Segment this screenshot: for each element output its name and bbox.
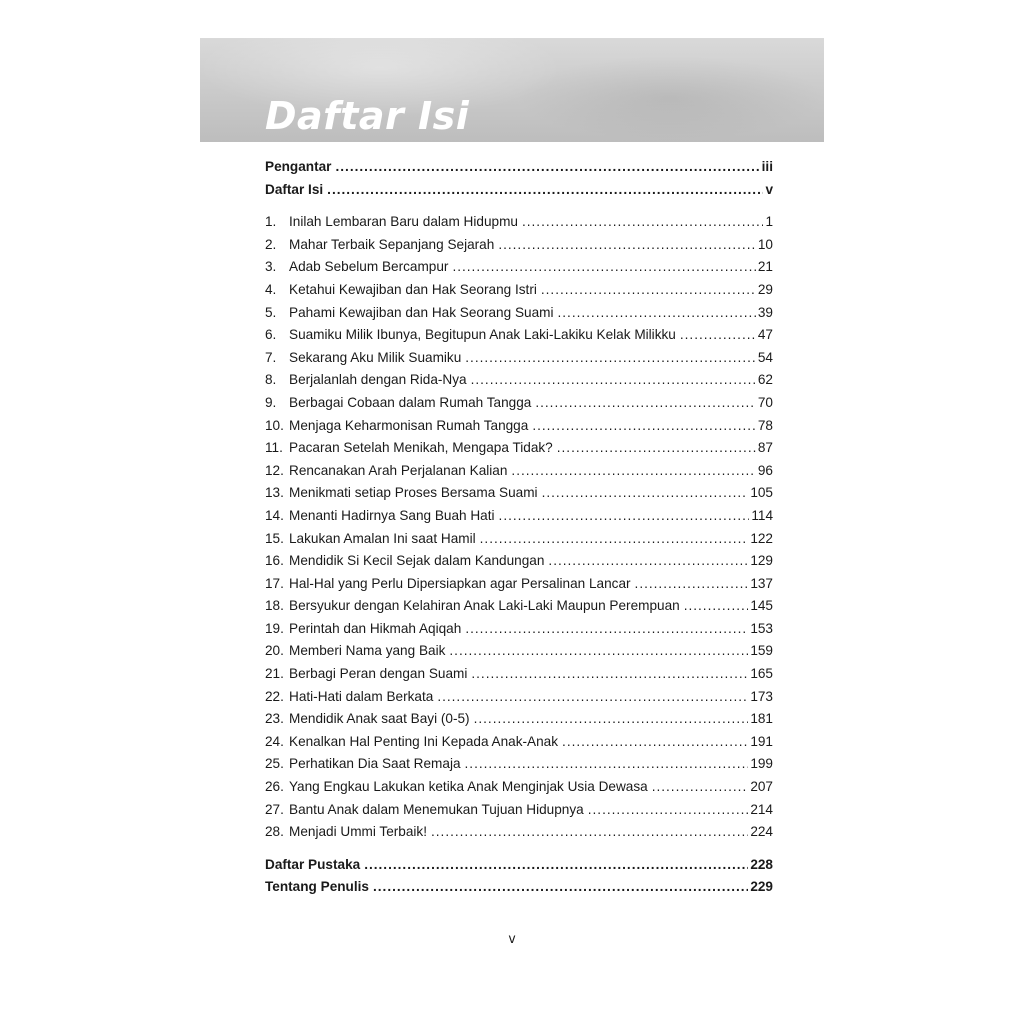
chapter-page: 70: [757, 394, 773, 410]
chapter-number: 4.: [265, 281, 277, 297]
chapter-number: 28.: [265, 824, 284, 840]
toc-chapter-entry: [265, 482, 773, 505]
toc-entry-page: 228: [750, 856, 773, 872]
toc-entry-title: Tentang Penulis: [265, 879, 369, 895]
toc-entry-title: Daftar Isi: [265, 181, 324, 197]
toc-entry-page: 229: [750, 879, 773, 895]
chapter-title: Bersyukur dengan Kelahiran Anak Laki-Laki Maupun Perempuan: [289, 598, 680, 614]
leader-dots: [452, 256, 755, 279]
toc-chapter-entry: [265, 460, 773, 483]
toc-chapter-entry: [265, 799, 773, 822]
chapter-title: Perhatikan Dia Saat Remaja: [289, 756, 461, 772]
leader-dots: [465, 753, 749, 776]
leader-dots: [480, 528, 749, 551]
leader-dots: [499, 505, 750, 528]
chapter-number: 18.: [265, 598, 284, 614]
chapter-page: 96: [757, 462, 773, 478]
toc-chapter-entry: [265, 234, 773, 257]
chapter-title: Pacaran Setelah Menikah, Mengapa Tidak?: [289, 440, 553, 456]
toc-chapter-entry: [265, 415, 773, 438]
leader-dots: [562, 731, 748, 754]
leader-dots: [541, 279, 756, 302]
toc-chapter-entry: [265, 347, 773, 370]
header-banner: [200, 38, 824, 142]
chapter-page: 21: [757, 259, 773, 275]
chapter-title: Yang Engkau Lakukan ketika Anak Menginjak Usia Dewasa: [289, 779, 648, 795]
toc-chapter-entry: [265, 279, 773, 302]
chapter-page: 114: [751, 507, 773, 523]
chapter-page: 191: [750, 733, 773, 749]
chapter-page: 137: [750, 575, 773, 591]
chapter-page: 145: [750, 598, 773, 614]
toc-back-entry: [265, 854, 773, 877]
leader-dots: [680, 324, 756, 347]
leader-dots: [465, 618, 748, 641]
page-number: v: [508, 932, 516, 947]
toc-entry-title: Pengantar: [265, 159, 332, 174]
toc-chapter-entry: [265, 640, 773, 663]
table-of-contents: [265, 156, 773, 899]
toc-chapter-entry: [265, 686, 773, 709]
chapter-title: Adab Sebelum Bercampur: [289, 259, 449, 275]
leader-dots: [449, 640, 748, 663]
leader-dots: [327, 179, 763, 202]
toc-chapter-entry: [265, 550, 773, 573]
leader-dots: [535, 392, 756, 415]
toc-chapter-entry: [265, 573, 773, 596]
chapter-title: Hati-Hati dalam Berkata: [289, 688, 434, 704]
leader-dots: [652, 776, 749, 799]
leader-dots: [542, 482, 749, 505]
chapter-title: Mahar Terbaik Sepanjang Sejarah: [289, 236, 495, 252]
leader-dots: [684, 595, 749, 618]
leader-dots: [532, 415, 756, 438]
toc-entry-title: Daftar Pustaka: [265, 856, 361, 872]
leader-dots: [471, 663, 748, 686]
leader-dots: [548, 550, 748, 573]
chapter-page: 181: [750, 711, 773, 727]
leader-dots: [431, 821, 748, 844]
chapter-number: 12.: [265, 462, 284, 478]
leader-dots: [588, 799, 749, 822]
toc-front-entry: [265, 156, 773, 179]
leader-dots: [373, 876, 748, 899]
chapter-title: Ketahui Kewajiban dan Hak Seorang Istri: [289, 281, 537, 297]
chapter-number: 22.: [265, 688, 284, 704]
leader-dots: [557, 302, 755, 325]
chapter-title: Menjadi Ummi Terbaik!: [289, 824, 427, 840]
leader-dots: [437, 686, 748, 709]
chapter-number: 19.: [265, 620, 284, 636]
chapter-title: Memberi Nama yang Baik: [289, 643, 446, 659]
leader-dots: [474, 708, 749, 731]
chapter-title: Perintah dan Hikmah Aqiqah: [289, 620, 462, 636]
chapter-page: 78: [757, 417, 773, 433]
page-title: Daftar Isi: [265, 94, 470, 138]
spacer: [265, 844, 773, 854]
toc-chapter-entry: [265, 618, 773, 641]
chapter-page: 62: [757, 372, 773, 388]
chapter-number: 13.: [265, 485, 284, 501]
chapter-number: 25.: [265, 756, 284, 772]
toc-chapter-entry: [265, 505, 773, 528]
chapter-title: Sekarang Aku Milik Suamiku: [289, 349, 462, 365]
chapter-number: 10.: [265, 417, 284, 433]
chapter-number: 17.: [265, 575, 284, 591]
chapter-title: Menikmati setiap Proses Bersama Suami: [289, 485, 538, 501]
chapter-number: 8.: [265, 372, 277, 388]
chapter-title: Kenalkan Hal Penting Ini Kepada Anak-Anak: [289, 733, 559, 749]
leader-dots: [364, 854, 748, 877]
chapter-title: Hal-Hal yang Perlu Dipersiapkan agar Persalinan Lancar: [289, 575, 631, 591]
toc-chapter-entry: [265, 256, 773, 279]
chapter-number: 27.: [265, 801, 284, 817]
leader-dots: [335, 156, 759, 179]
toc-chapter-entry: [265, 528, 773, 551]
chapter-page: 105: [750, 485, 773, 501]
leader-dots: [635, 573, 749, 596]
chapter-title: Suamiku Milik Ibunya, Begitupun Anak Laki-Lakiku Kelak Milikku: [289, 327, 676, 343]
leader-dots: [557, 437, 756, 460]
chapter-title: Berjalanlah dengan Rida-Nya: [289, 372, 467, 388]
leader-dots: [522, 211, 763, 234]
chapter-title: Rencanakan Arah Perjalanan Kalian: [289, 462, 508, 478]
chapter-number: 5.: [265, 304, 277, 320]
chapter-number: 3.: [265, 259, 277, 275]
leader-dots: [511, 460, 755, 483]
leader-dots: [465, 347, 756, 370]
leader-dots: [471, 369, 756, 392]
chapter-page: 87: [757, 440, 773, 456]
spacer: [265, 201, 773, 211]
chapter-title: Menjaga Keharmonisan Rumah Tangga: [289, 417, 529, 433]
chapter-number: 11.: [265, 440, 283, 456]
chapter-number: 20.: [265, 643, 284, 659]
toc-entry-page: iii: [761, 159, 773, 174]
toc-chapter-entry: [265, 663, 773, 686]
toc-chapter-entry: [265, 731, 773, 754]
chapter-number: 24.: [265, 733, 284, 749]
chapter-page: 207: [750, 779, 773, 795]
chapter-title: Berbagai Cobaan dalam Rumah Tangga: [289, 394, 532, 410]
chapter-title: Inilah Lembaran Baru dalam Hidupmu: [289, 214, 518, 230]
chapter-number: 7.: [265, 349, 277, 365]
toc-chapter-entry: [265, 776, 773, 799]
toc-chapter-entry: [265, 302, 773, 325]
chapter-title: Pahami Kewajiban dan Hak Seorang Suami: [289, 304, 554, 320]
chapter-number: 16.: [265, 553, 284, 569]
chapter-number: 6.: [265, 327, 277, 343]
chapter-number: 15.: [265, 530, 284, 546]
toc-chapter-entry: [265, 753, 773, 776]
toc-front-entry: [265, 179, 773, 202]
chapter-page: 173: [750, 688, 773, 704]
toc-chapter-entry: [265, 392, 773, 415]
toc-chapter-entry: [265, 324, 773, 347]
chapter-number: 9.: [265, 394, 277, 410]
chapter-title: Bantu Anak dalam Menemukan Tujuan Hidupnya: [289, 801, 584, 817]
chapter-page: 39: [757, 304, 773, 320]
chapter-number: 21.: [265, 666, 284, 682]
toc-back-entry: [265, 876, 773, 899]
chapter-number: 14.: [265, 507, 284, 523]
chapter-page: 29: [757, 281, 773, 297]
toc-chapter-entry: [265, 211, 773, 234]
chapter-number: 26.: [265, 779, 284, 795]
toc-chapter-entry: [265, 369, 773, 392]
chapter-title: Mendidik Anak saat Bayi (0-5): [289, 711, 470, 727]
toc-entry-page: v: [765, 181, 773, 197]
chapter-number: 23.: [265, 711, 284, 727]
chapter-page: 159: [750, 643, 773, 659]
chapter-title: Lakukan Amalan Ini saat Hamil: [289, 530, 476, 546]
chapter-page: 214: [750, 801, 773, 817]
chapter-page: 47: [757, 327, 773, 343]
chapter-page: 1: [765, 214, 773, 230]
chapter-page: 10: [757, 236, 773, 252]
leader-dots: [498, 234, 756, 257]
chapter-number: 1.: [265, 214, 277, 230]
chapter-number: 2.: [265, 236, 277, 252]
chapter-page: 122: [750, 530, 773, 546]
toc-chapter-entry: [265, 595, 773, 618]
chapter-page: 129: [750, 553, 773, 569]
chapter-page: 224: [750, 824, 773, 840]
chapter-page: 54: [757, 349, 773, 365]
chapter-page: 153: [750, 620, 773, 636]
chapter-title: Berbagi Peran dengan Suami: [289, 666, 468, 682]
chapter-title: Mendidik Si Kecil Sejak dalam Kandungan: [289, 553, 545, 569]
chapter-title: Menanti Hadirnya Sang Buah Hati: [289, 507, 495, 523]
chapter-page: 199: [750, 756, 773, 772]
toc-chapter-entry: [265, 708, 773, 731]
toc-chapter-entry: [265, 821, 773, 844]
toc-chapter-entry: [265, 437, 773, 460]
chapter-page: 165: [750, 666, 773, 682]
